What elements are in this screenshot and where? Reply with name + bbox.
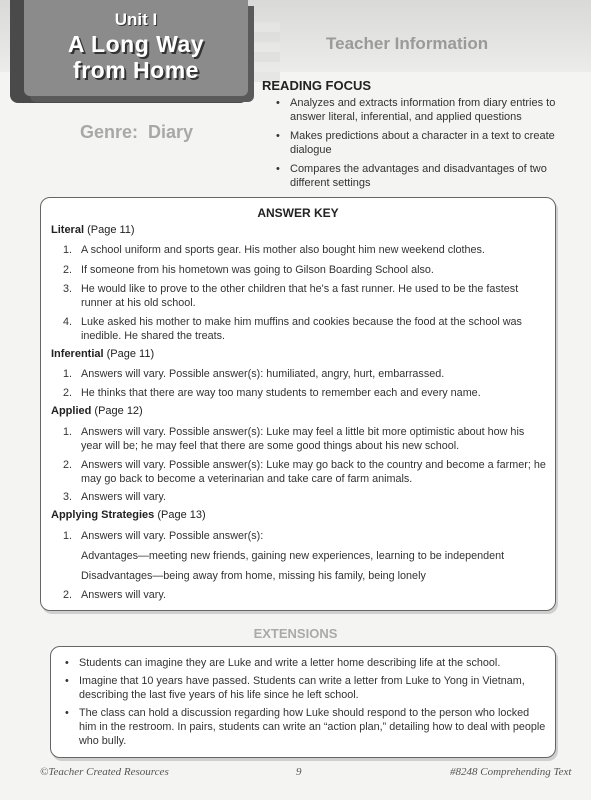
reading-focus-heading: READING FOCUS	[262, 78, 372, 93]
applied-heading	[51, 405, 143, 417]
item-text: Answers will vary. Possible answer(s): humiliated, angry, hurt, embarrassed.	[81, 368, 445, 380]
item-text: If someone from his hometown was going to Gilson Boarding School also.	[81, 264, 434, 276]
section-page: (Page 11)	[87, 224, 135, 236]
item-text: He would like to prove to the other children that he's a fast runner. He used to be the fastest runner at his old school.	[81, 283, 519, 309]
item-number: 2.	[63, 589, 73, 601]
unit-title-block	[24, 0, 248, 96]
extension-item: • The class can hold a discussion regarding how Luke should respond to the person who locked him in the restroom. In pairs, students can write an “action plan,” detailing how to deal with people who bully.	[61, 706, 547, 748]
answer-key-title: ANSWER KEY	[257, 206, 339, 220]
footer-publisher: ©Teacher Created Resources	[40, 766, 169, 778]
unit-tab	[10, 0, 248, 103]
item-number: 3.	[63, 491, 73, 503]
item-text: Answers will vary. Possible answer(s): Luke may go back to the country and become a farmer; he may go back to become a veterinarian and take care of farm animals.	[81, 459, 546, 485]
reading-focus-item: • Analyzes and extracts information from diary entries to answer literal, inferential, and applied questions	[262, 96, 562, 124]
section-name: Literal	[51, 224, 85, 236]
item-text: Answers will vary.	[81, 589, 166, 601]
advantages-text: Advantages—meeting new friends, gaining new experiences, learning to be independent	[81, 550, 505, 562]
extension-item: • Imagine that 10 years have passed. Students can write a letter from Luke to Yong in Vietnam, describing the last five years of his life since he left school.	[61, 674, 547, 702]
reading-focus-item: • Makes predictions about a character in a text to create dialogue	[262, 129, 562, 157]
item-number: 1.	[63, 426, 73, 438]
section-name: Inferential	[51, 348, 104, 360]
item-number: 4.	[63, 316, 73, 328]
teacher-information-title: Teacher Information	[326, 34, 489, 53]
unit-title-line1: A Long Way	[67, 31, 205, 57]
item-number: 3.	[63, 283, 73, 295]
answer-key-box	[40, 197, 556, 611]
extensions-box	[50, 646, 556, 758]
item-text: Answers will vary.	[81, 491, 166, 503]
genre	[80, 122, 193, 143]
item-text: He thinks that there are way too many students to remember each and every name.	[81, 387, 481, 399]
footer-book-title: #8248 Comprehending Text	[450, 766, 572, 778]
item-number: 1.	[63, 368, 73, 380]
footer-page-number: 9	[296, 766, 302, 778]
item-number: 2.	[63, 264, 73, 276]
literal-heading	[51, 224, 135, 236]
genre-value: Diary	[148, 122, 194, 142]
item-number: 2.	[63, 387, 73, 399]
section-name: Applying Strategies	[51, 509, 155, 521]
unit-title-line2: from Home	[73, 57, 199, 83]
item-number: 1.	[63, 530, 73, 542]
item-text: Luke asked his mother to make him muffins and cookies because the food at the school was inedible. He shared the treats.	[81, 316, 522, 342]
item-number: 1.	[63, 244, 73, 256]
item-text: Answers will vary. Possible answer(s): Luke may feel a little bit more optimistic about how his year will be; he may feel that there are some good things about his new school.	[81, 426, 525, 452]
section-page: (Page 13)	[157, 509, 206, 521]
genre-label: Genre:	[80, 122, 139, 142]
extensions-heading: EXTENSIONS	[253, 626, 338, 641]
item-text: A school uniform and sports gear. His mother also bought him new weekend clothes.	[81, 244, 485, 256]
section-page: (Page 11)	[106, 348, 155, 360]
disadvantages-text: Disadvantages—being away from home, missing his family, being lonely	[81, 570, 426, 582]
item-text: Answers will vary. Possible answer(s):	[81, 530, 264, 542]
extensions-list	[61, 656, 547, 752]
unit-label: Unit I	[114, 10, 158, 29]
reading-focus-list	[262, 96, 562, 195]
applying-strategies-heading	[51, 509, 206, 521]
section-name: Applied	[51, 405, 92, 417]
item-number: 2.	[63, 459, 73, 471]
section-page: (Page 12)	[94, 405, 143, 417]
inferential-heading	[51, 348, 154, 360]
reading-focus-item: • Compares the advantages and disadvantages of two different settings	[262, 162, 562, 190]
extension-item: • Students can imagine they are Luke and write a letter home describing life at the school.	[61, 656, 547, 670]
